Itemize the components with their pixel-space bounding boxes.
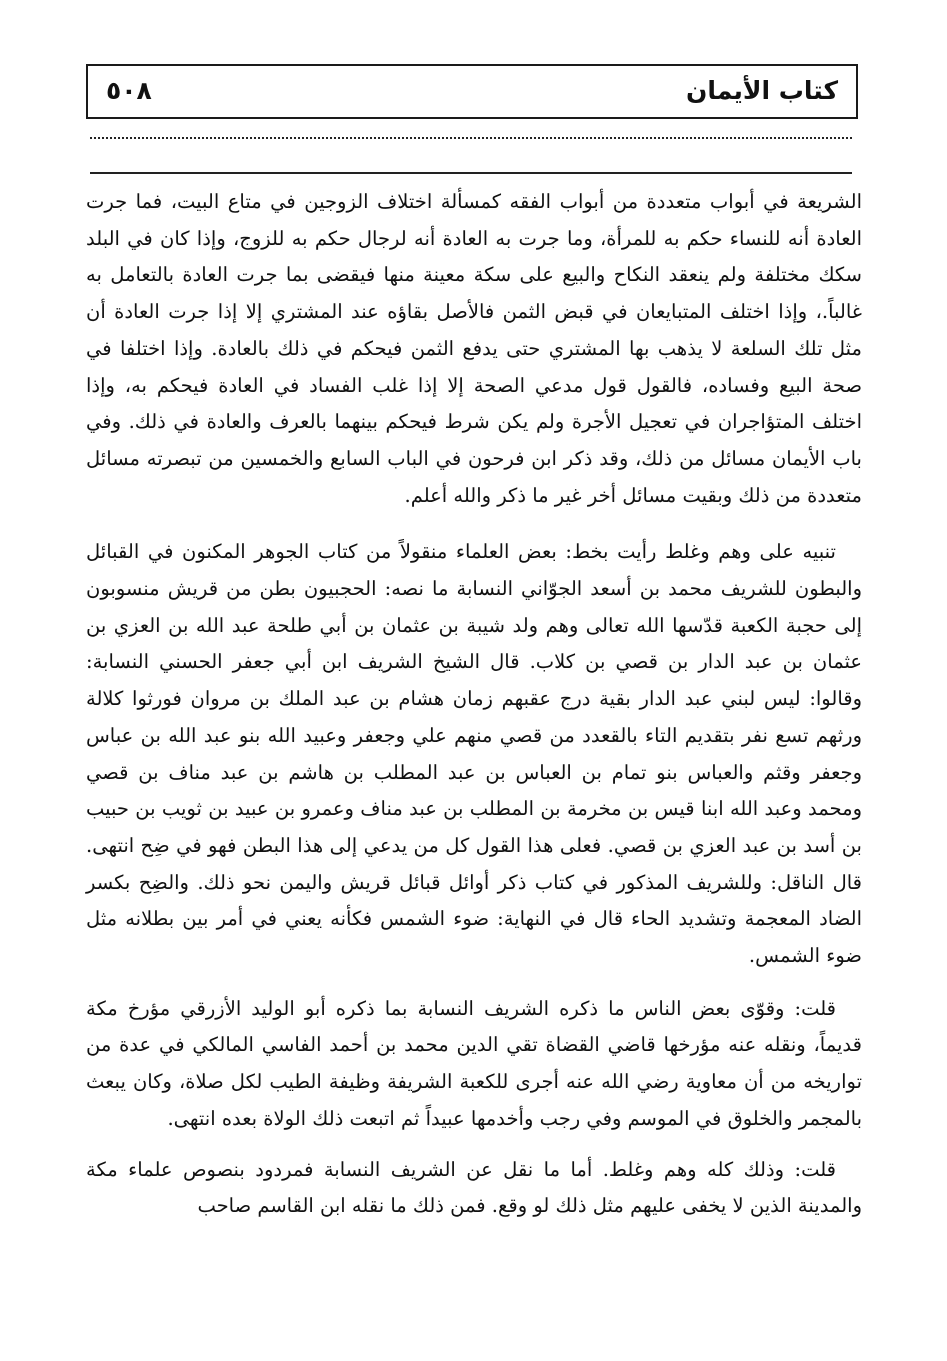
page-number: ٥٠٨ [106,76,152,105]
paragraph: الشريعة في أبواب متعددة من أبواب الفقه كمسألة اختلاف الزوجين في متاع البيت، فما جرت العادة أنه للنساء حكم به للمرأة، وما جرت به العادة أنه لرجال حكم به للزوج، وإذا كان في البلد سكك مختلفة ولم ينعقد النكاح والبيع على سكة معينة منها فيقضى بما جرت العادة بالتعامل به غالباً.، وإذا اختلف المتبايعان في قبض الثمن فالأصل بقاؤه عند المشتري إلا إذا جرت العادة أن مثل تلك السلعة لا يذهب بها المشتري حتى يدفع الثمن فيحكم في ذلك بالعادة. وإذا اختلفا في صحة البيع وفساده، فالقول قول مدعي الصحة إلا إذا غلب الفساد في العادة فيحكم به، وإذا اختلف المتؤاجران في تعجيل الأجرة ولم يكن شرط فيحكم بينهما بالعرف والعادة في ذلك. وفي باب الأيمان مسائل من ذلك، وقد ذكر ابن فرحون في الباب السابع والخمسين من تبصرته مسائل متعددة من ذلك وبقيت مسائل أخر غير ما ذكر والله أعلم. [86,190,862,507]
page-header [86,64,858,119]
header-book-title: كتاب الأيمان [685,76,838,105]
paragraph: تنبيه على وهم وغلط رأيت بخط: بعض العلماء منقولاً من كتاب الجوهر المكنون في القبائل والبطون للشريف محمد بن أسعد الجوّاني النسابة ما نصه: الحجبيون بطن من قريش منسوبون إلى حجبة الكعبة قدّسها الله تعالى وهم ولد شيبة بن عثمان بن أبي طلحة عبد الله بن العزي بن عثمان بن عبد الدار بن قصي بن كلاب. قال الشيخ الشريف ابن أبي جعفر الحسني النسابة: وقالوا: ليس لبني عبد الدار بقية درج عقبهم زمان هشام بن عبد الملك بن مروان فورثوا كلالة ورثهم تسع نفر بتقديم التاء بالقعدد من قصي منهم علي وجعفر وعبيد الله بنو عبد الله بن عباس وجعفر وقثم والعباس بنو تمام بن العباس بن عبد المطلب بن هاشم بن عبد مناف بن قصي ومحمد وعبد الله ابنا قيس بن مخرمة بن المطلب بن عبد مناف وعمرو بن عبيد بن ثويب بن حبيب بن أسد بن عبد العزي بن قصي. فعلى هذا القول كل من يدعي إلى هذا البطن فهو في ضِح انتهى. قال الناقل: وللشريف المذكور في كتاب ذكر أوائل قبائل قريش واليمن نحو ذلك. والضِح بكسر الضاد المعجمة وتشديد الحاء قال في النهاية: ضوء الشمس فكأنه يعني في أمر بين بطلانه مثل ضوء الشمس. [86,540,862,968]
paragraph: قلت: وذلك كله وهم وغلط. أما ما نقل عن الشريف النسابة فمردود بنصوص علماء مكة والمدينة الذين لا يخفى عليهم مثل ذلك لو وقع. فمن ذلك ما نقله ابن القاسم صاحب [86,1157,862,1218]
dotted-divider [90,137,852,139]
solid-divider [90,172,852,174]
paragraph: قلت: وقوّى بعض الناس ما ذكره الشريف النسابة بما ذكره أبو الوليد الأزرقي مؤرخ مكة قديماً، ونقله عنه مؤرخها قاضي القضاة تقي الدين محمد بن أحمد الفاسي المالكي في عدة من تواريخه من أن معاوية رضي الله عنه أجرى للكعبة الشريفة وظيفة الطيب لكل صلاة، وكان يبعث بالمجمر والخلوق في الموسم وفي رجب وأخدمها عبيداً ثم اتبعت ذلك الولاة بعده انتهى. [86,996,862,1130]
body-text [86,184,862,1225]
